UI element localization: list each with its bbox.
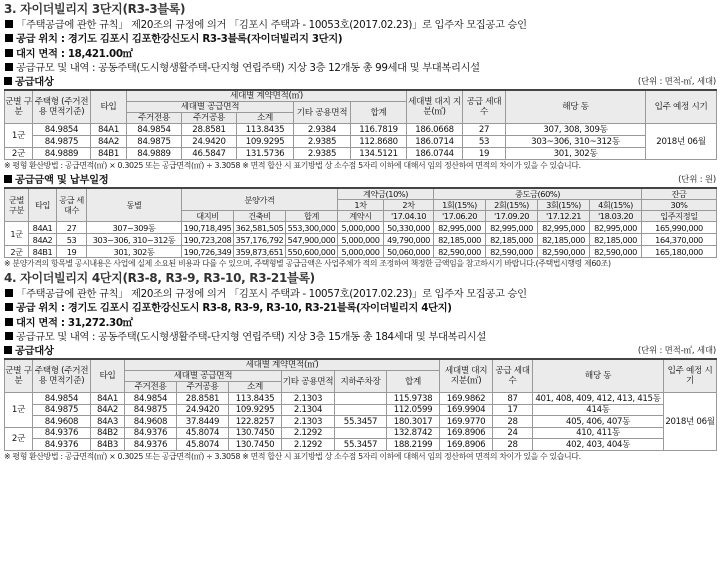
col-housing-type: 주택형 (주거전용 면적기준) (33, 90, 91, 124)
square-bullet-icon (5, 318, 13, 326)
col-interim: 중도금(60%) (434, 188, 642, 200)
col-other-common: 기타 공용면적 (294, 102, 351, 124)
col-housing-type: 주택형 (주거전용 면적기준) (33, 359, 91, 393)
col-buildings: 동별 (87, 188, 182, 222)
s4-bullet-land-area: 대지 면적 : 31,272.30㎡ (4, 316, 716, 330)
square-bullet-icon (4, 77, 12, 85)
square-bullet-icon (5, 20, 13, 28)
col-sale-price: 분양가격 (182, 188, 338, 211)
col-balance: 잔금 (642, 188, 717, 200)
square-bullet-icon (5, 303, 13, 311)
s3-price-note: ※ 분양가격의 항목별 공시내용은 사업에 실제 소요된 비용과 다를 수 있으며, 주택형별 공급금액은 사업주체가 적의 조정하여 책정한 금액임을 참고하시기 바랍니다.(주택법시행령 제60조) (4, 259, 611, 269)
col-group: 군별 구분 (5, 359, 33, 393)
table-row: 84.9875 84A2 84.9875 24.9420 109.9295 2.9385 112.8680 186.0714 53 303~306, 310~312동 (5, 136, 717, 148)
square-bullet-icon (4, 346, 12, 354)
s3-price-unit: (단위 : 원) (678, 175, 716, 186)
col-units: 공급 세대수 (57, 188, 87, 222)
s4-target-header: 공급대상 (단위 : 면적-㎡, 세대) (4, 345, 716, 358)
s3-target-header: 공급대상 (단위 : 면적-㎡, 세대) (4, 76, 716, 89)
move-in-date: 2018년 06월 (646, 124, 717, 160)
move-in-date: 2018년 06월 (664, 393, 717, 451)
col-buildings: 해당 동 (506, 90, 646, 124)
s4-bullet-scale: 공급규모 및 내역 : 공동주택(도시형생활주택-단지형 연립주택) 지상 3층 15개동 총 184세대 및 부대복리시설 (4, 330, 716, 344)
col-underground-parking: 지하주차장 (335, 371, 387, 393)
table-row: 1군 84A1 27 307~309동 190,718,495 362,581,505 553,300,000 5,000,000 50,330,000 82,995,000 82,995,000 82,995,000 82,995,000 165,990,000 (5, 222, 717, 234)
s4-bullet-location: 공급 위치 : 경기도 김포시 김포한강신도시 R3-8, R3-9, R3-10, R3-21블록(자이더빌리지 4단지) (4, 301, 716, 315)
square-bullet-icon (4, 175, 12, 183)
col-common: 주거공용 (182, 113, 237, 124)
col-supply-area: 세대별 공급면적 (127, 102, 294, 113)
s3-bullet-approval: 「주택공급에 관한 규칙」 제20조의 규정에 의거 「김포시 주택과 - 10053호(2017.02.23)」로 입주자 모집공고 승인 (4, 18, 716, 32)
col-subtotal: 소계 (237, 113, 294, 124)
table-row: 84.9608 84A3 84.9608 37.8449 122.8257 2.1303 55.3457 180.3017 169.9770 28 405, 406, 407동 (5, 416, 717, 428)
col-type: 타입 (91, 90, 127, 124)
col-group: 군별 구분 (5, 90, 33, 124)
s3-area-note: ※ 평형 환산방법 : 공급면적(㎡) × 0.3025 또는 공급면적(㎡) ÷ 3.3058 ※ 면적 합산 시 표기방법 상 소수점 5자리 이하에 대해서 임의 정산하여 면적의 차이가 있을 수 있습니다. (4, 161, 581, 171)
section-4-title: 4. 자이더빌리지 4단지(R3-8, R3-9, R3-10, R3-21블록) (4, 271, 315, 286)
table-row: 1군 84.9854 84A1 84.9854 28.8581 113.8435 2.1303 115.9738 169.9862 87 401, 408, 409, 412, 413, 415동 2018년 06월 (5, 393, 717, 405)
col-deposit: 계약금(10%) (338, 188, 434, 200)
table-row: 1군 84.9854 84A1 84.9854 28.8581 113.8435 2.9384 116.7819 186.0668 27 307, 308, 309동 2018년 06월 (5, 124, 717, 136)
s3-price-table: 군별 구분 타입 공급 세대수 동별 분양가격 계약금(10%) 중도금(60%) 잔금 1차 2차 1회(15%) 2회(15%) 3회(15%) 4회(15%) 30% 대지비 건축비 합계 계약시 '17.04.10 '17.06.20 '17.09.20 '17.12.21 '18.03.20 입주지정일 1군 84A1 27 307~309동 190,718,495 362,581,505 553,300,000 5,000,000 50,330,000 82,995,000 82,995,000 82,995,000 82,995,000 165,990,000 84A2 53 303~306, 310~312동 190,723,208 357,176,792 547,900,000 5,000,000 49,790,000 82,185,000 82,185,000 82,185,000 82,185,000 164,370,000 2군 84B1 19 301, 302동 190,726,349 359,873,651 550,600,000 5,000,000 50,060,000 82,590,000 82,590,000 82,590,000 82,590,000 165,180,000 (4, 187, 717, 258)
col-move-in: 입주 예정 시기 (664, 359, 717, 393)
col-move-in: 입주 예정 시기 (646, 90, 717, 124)
col-land-share: 세대별 대지 지분(㎡) (407, 90, 463, 124)
col-contract-area: 세대별 계약면적(㎡) (125, 359, 440, 371)
square-bullet-icon (5, 289, 13, 297)
square-bullet-icon (5, 49, 13, 57)
square-bullet-icon (5, 34, 13, 42)
section-3-title: 3. 자이더빌리지 3단지(R3-3블록) (4, 2, 186, 16)
s4-bullet-approval: 「주택공급에 관한 규칙」 제20조의 규정에 의거 「김포시 주택과 - 10057호(2017.02.23)」로 입주자 모집공고 승인 (4, 287, 716, 301)
table-row: 2군 84B1 19 301, 302동 190,726,349 359,873,651 550,600,000 5,000,000 50,060,000 82,590,000 82,590,000 82,590,000 82,590,000 165,180,000 (5, 246, 717, 258)
table-row: 84.9376 84B3 84.9376 45.8074 130.7450 2.1292 55.3457 188.2199 169.8906 28 402, 403, 404동 (5, 439, 717, 451)
table-row: 2군 84.9376 84B2 84.9376 45.8074 130.7450 2.1292 132.8742 169.8906 24 410, 411동 (5, 427, 717, 439)
s4-target-table: 군별 구분 주택형 (주거전용 면적기준) 타입 세대별 계약면적(㎡) 세대별 대지 지분(㎡) 공급 세대수 해당 동 입주 예정 시기 세대별 공급면적 기타 공용면적 지하주차장 합계 주거전용 주거공용 소계 1군 84.9854 84A1 84.9854 28.8581 113.8435 2.1303 115.9738 169.9862 87 401, 408, 409, 412, 413, 415동 2018년 06월 84.9875 84A2 84.9875 24.9420 109.9295 2.1304 112.0599 169.9904 17 414동 84.9608 84A3 84.9608 37.8449 122.8257 2.1303 55.3457 180.3017 169.9770 28 405, 406, 407동 2군 84.9376 84B2 84.9376 45.8074 130.7450 2.1292 132.8742 169.8906 24 410, 411동 84.9376 84B3 84.9376 45.8074 130.7450 2.1292 55.3457 188.2199 169.8906 28 402, 403, 404동 (4, 358, 717, 451)
col-type: 타입 (91, 359, 125, 393)
col-type: 타입 (29, 188, 57, 222)
s3-target-table (4, 89, 717, 160)
square-bullet-icon (5, 332, 13, 340)
table-row: 2군 84.9889 84B1 84.9889 46.5847 131.5736 2.9385 134.5121 186.0744 19 301, 302동 (5, 148, 717, 160)
table-row: 84A2 53 303~306, 310~312동 190,723,208 357,176,792 547,900,000 5,000,000 49,790,000 82,185,000 82,185,000 82,185,000 82,185,000 164,370,000 (5, 234, 717, 246)
col-supply-area: 세대별 공급면적 (125, 371, 282, 382)
table-row: 84.9875 84A2 84.9875 24.9420 109.9295 2.1304 112.0599 169.9904 17 414동 (5, 404, 717, 416)
s3-bullet-land-area: 대지 면적 : 18,421.00㎡ (4, 47, 716, 61)
col-other-common: 기타 공용면적 (282, 371, 335, 393)
col-units: 공급 세대수 (493, 359, 533, 393)
s3-bullet-location: 공급 위치 : 경기도 김포시 김포한강신도시 R3-3블록(자이더빌리지 3단지) (4, 32, 716, 46)
col-units: 공급 세대수 (463, 90, 506, 124)
s4-area-note: ※ 평형 환산방법 : 공급면적(㎡) × 0.3025 또는 공급면적(㎡) ÷ 3.3058 ※ 면적 합산 시 표기방법 상 소수점 5자리 이하에 대해서 임의 정산하여 면적의 차이가 있을 수 있습니다. (4, 451, 581, 461)
square-bullet-icon (5, 63, 13, 71)
col-buildings: 해당 동 (533, 359, 664, 393)
col-total: 합계 (387, 371, 440, 393)
col-exclusive: 주거전용 (127, 113, 182, 124)
col-total: 합계 (351, 102, 407, 124)
col-land-share: 세대별 대지 지분(㎡) (440, 359, 493, 393)
s3-target-unit: (단위 : 면적-㎡, 세대) (637, 77, 716, 88)
s4-target-unit: (단위 : 면적-㎡, 세대) (637, 346, 716, 357)
col-group: 군별 구분 (5, 188, 29, 222)
s3-price-header: 공급금액 및 납부일정 (단위 : 원) (4, 174, 716, 187)
s3-bullet-scale: 공급규모 및 내역 : 공동주택(도시형생활주택-단지형 연립주택) 지상 3층 12개동 총 99세대 및 부대복리시설 (4, 61, 716, 75)
col-contract-area: 세대별 계약면적(㎡) (127, 90, 407, 102)
